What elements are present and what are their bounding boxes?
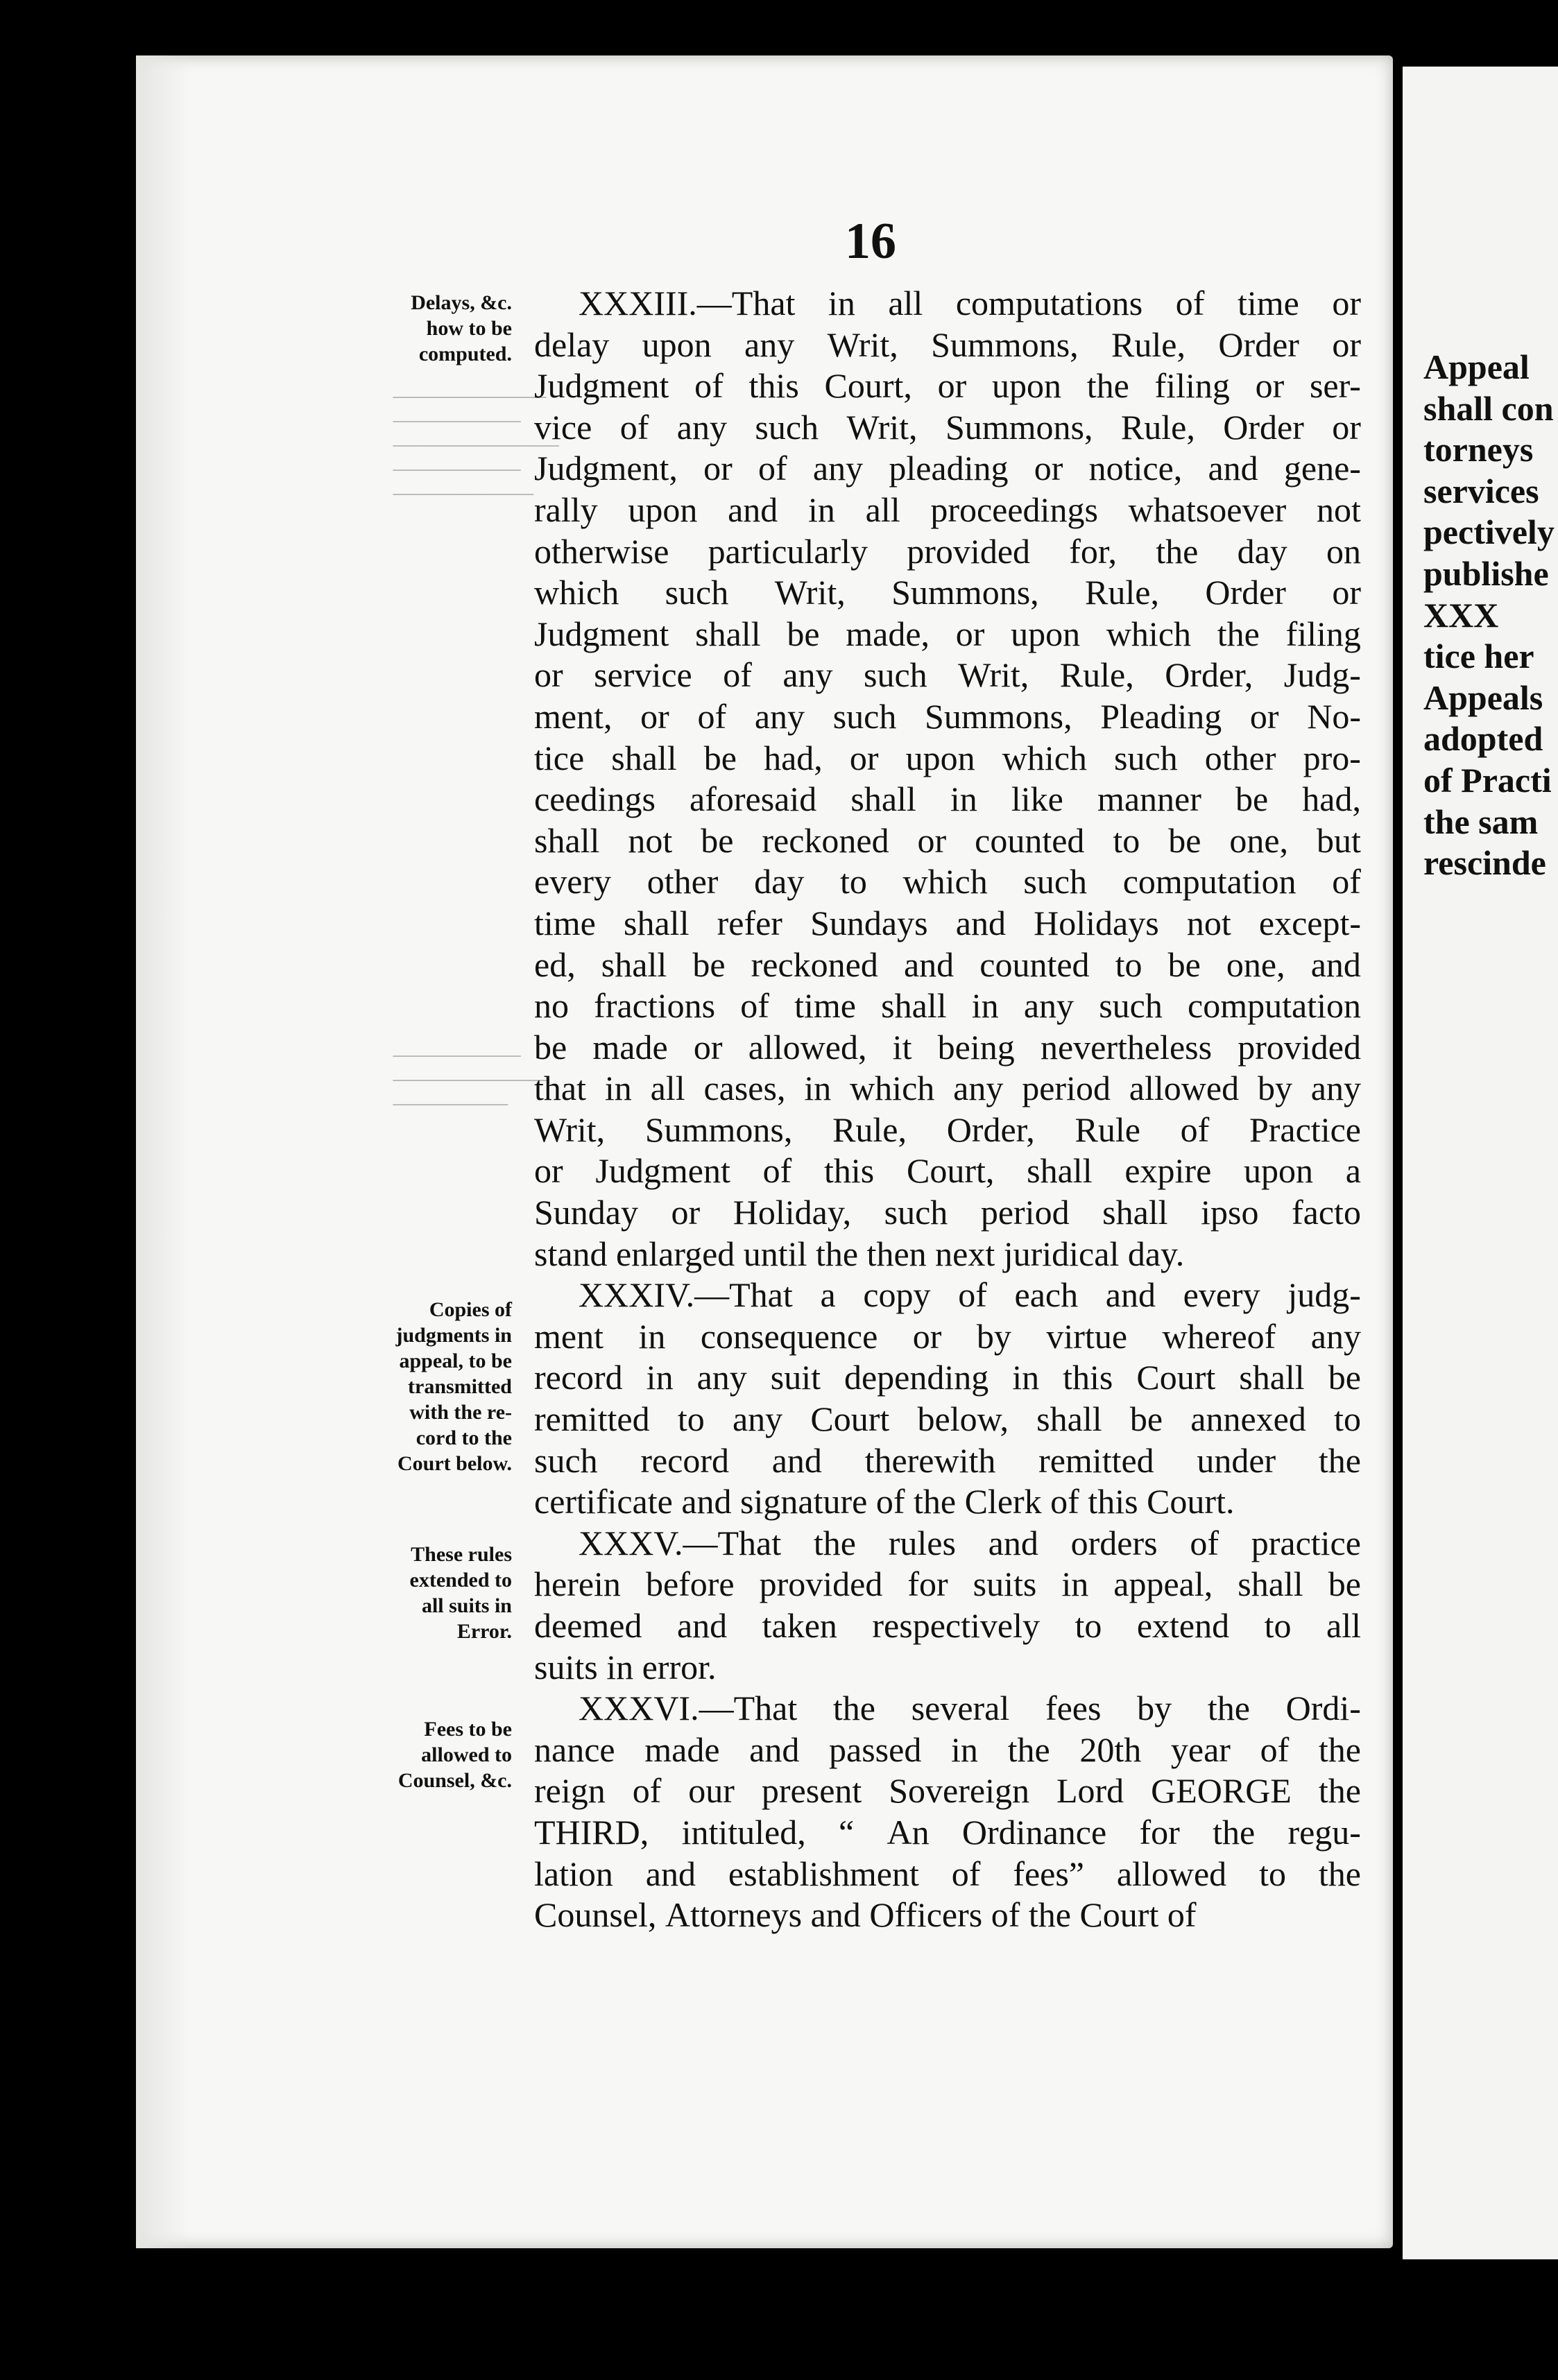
text-line: suits in error. [534, 1647, 717, 1687]
facing-page-line: torneys [1423, 430, 1534, 469]
text-line: ment in consequence or by virtue whereof any [534, 1316, 1361, 1356]
facing-page-line: adopted [1423, 719, 1543, 759]
margin-note-delays: Delays, &c. how to be computed. [411, 291, 512, 365]
text-line: vice of any such Writ, Summons, Rule, Order or [534, 407, 1361, 447]
text-line: herein before provided for suits in appeal, shall be [534, 1564, 1361, 1604]
text-line: every other day to which such computation of [534, 862, 1361, 902]
text-line: such record and therewith remitted under the [534, 1440, 1361, 1480]
body-text [534, 283, 1361, 1936]
text-line: Writ, Summons, Rule, Order, Rule of Practice [534, 1110, 1361, 1149]
text-line: remitted to any Court below, shall be annexed to [534, 1399, 1361, 1439]
text-line: time shall refer Sundays and Holidays not except- [534, 903, 1361, 942]
facing-page-line: pectively [1423, 512, 1555, 552]
text-line: or service of any such Writ, Rule, Order, Judg- [534, 655, 1361, 695]
facing-page-line: publishe [1423, 553, 1549, 593]
margin-note-rules: These rules extended to all suits in Error. [409, 1543, 512, 1643]
facing-page-text [1423, 347, 1555, 884]
text-line: shall not be reckoned or counted to be one, but [534, 820, 1361, 860]
text-line: Judgment of this Court, or upon the filing or ser- [534, 366, 1361, 406]
text-line: Counsel, Attorneys and Officers of the Court of [534, 1895, 1197, 1935]
text-line: record in any suit depending in this Court shall be [534, 1358, 1361, 1397]
text-line: no fractions of time shall in any such computation [534, 986, 1361, 1026]
text-line: lation and establishment of fees” allowed to the [534, 1854, 1361, 1893]
text-line: THIRD, intituled, “ An Ordinance for the regu- [534, 1812, 1361, 1852]
text-line: rally upon and in all proceedings whatsoever not [534, 490, 1361, 529]
text-line: ceedings aforesaid shall in like manner be had, [534, 779, 1361, 819]
page-edge-shadow [136, 55, 191, 2248]
facing-page-line: rescinde [1423, 843, 1546, 883]
facing-page-line: services [1423, 471, 1539, 510]
text-line: Judgment, or of any pleading or notice, and gene- [534, 449, 1361, 488]
margin-note-copies: Copies of judgments in appeal, to be transmitted with the re- cord to the Court below. [395, 1298, 512, 1475]
text-line: XXXV.—That the rules and orders of practice [579, 1523, 1361, 1562]
text-line: ment, or of any such Summons, Pleading or No- [534, 696, 1361, 736]
facing-page-line: shall con [1423, 388, 1554, 428]
text-line: certificate and signature of the Clerk of this Court. [534, 1482, 1235, 1521]
text-line: which such Writ, Summons, Rule, Order or [534, 573, 1361, 612]
text-line: delay upon any Writ, Summons, Rule, Order or [534, 325, 1361, 364]
text-line: ed, shall be reckoned and counted to be one, and [534, 945, 1361, 984]
text-line: nance made and passed in the 20th year of the [534, 1730, 1361, 1769]
text-line: that in all cases, in which any period allowed by any [534, 1069, 1361, 1108]
text-line: be made or allowed, it being nevertheless provided [534, 1027, 1361, 1067]
text-line: or Judgment of this Court, shall expire upon a [534, 1151, 1361, 1191]
page-number: 16 [845, 213, 896, 270]
facing-page-line: Appeals [1423, 678, 1543, 717]
facing-page-line: XXX [1423, 595, 1499, 635]
text-line: deemed and taken respectively to extend to all [534, 1606, 1361, 1645]
text-line: XXXVI.—That the several fees by the Ordi- [579, 1689, 1361, 1728]
margin-note-fees: Fees to be allowed to Counsel, &c. [397, 1718, 512, 1792]
text-line: Sunday or Holiday, such period shall ipso facto [534, 1193, 1361, 1232]
show-through-text: ──────────── ────────── ───────────── ────────── ─────────── [393, 387, 559, 504]
text-line: otherwise particularly provided for, the day on [534, 531, 1361, 571]
text-line: stand enlarged until the then next juridical day. [534, 1234, 1185, 1273]
facing-page-line: tice her [1423, 637, 1534, 676]
facing-page-line: of Practi [1423, 760, 1552, 800]
text-line: XXXIII.—That in all computations of time or [579, 284, 1361, 322]
facing-page-line: Appeal [1423, 347, 1530, 386]
text-line: XXXIV.—That a copy of each and every judg- [579, 1275, 1361, 1315]
text-line: tice shall be had, or upon which such other pro- [534, 738, 1361, 777]
show-through-text: ────────── ──────────── ───────── [393, 1046, 547, 1114]
text-line: Judgment shall be made, or upon which the filing [534, 614, 1361, 653]
facing-page-line: the sam [1423, 802, 1539, 841]
text-line: reign of our present Sovereign Lord GEORGE the [534, 1771, 1361, 1811]
